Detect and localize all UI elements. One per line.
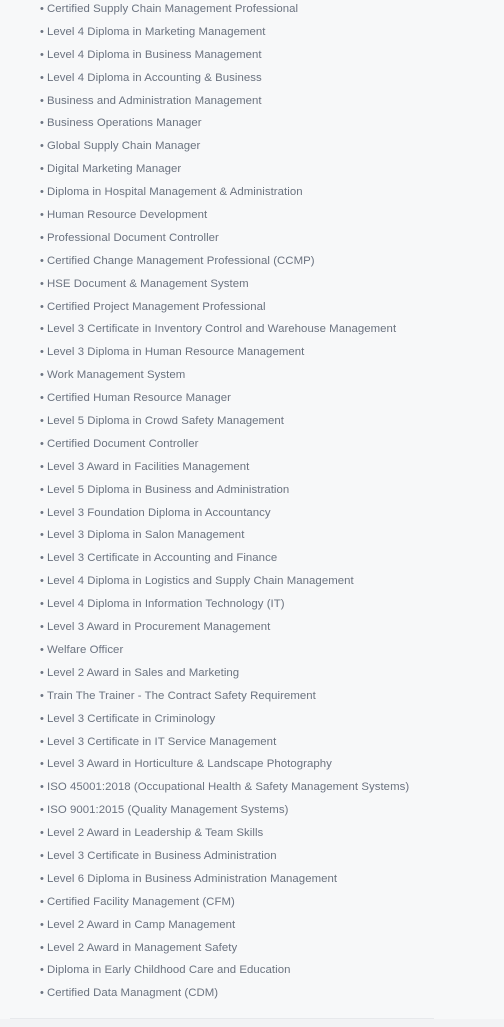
list-item[interactable] xyxy=(40,755,480,778)
course-link[interactable]: Level 3 Certificate in Business Administration xyxy=(47,849,277,862)
list-item[interactable] xyxy=(40,504,480,527)
course-link[interactable]: Level 2 Award in Management Safety xyxy=(47,941,238,954)
bullet: • xyxy=(40,483,44,496)
course-link[interactable]: HSE Document & Management System xyxy=(47,277,249,290)
course-link[interactable]: Diploma in Hospital Management & Administration xyxy=(47,186,303,199)
list-item[interactable] xyxy=(40,46,480,69)
bullet: • xyxy=(40,25,44,38)
course-link[interactable]: Certified Change Management Professional (CCMP) xyxy=(47,254,315,267)
course-link[interactable]: Level 3 Award in Horticulture & Landscape Photography xyxy=(47,758,332,771)
course-link[interactable]: Level 6 Diploma in Business Administration Management xyxy=(47,872,338,885)
bullet: • xyxy=(40,712,44,725)
bullet: • xyxy=(40,758,44,771)
course-link[interactable]: Level 3 Certificate in Inventory Control and Warehouse Management xyxy=(47,323,397,336)
list-item[interactable] xyxy=(40,778,480,801)
list-item[interactable] xyxy=(40,252,480,275)
list-item[interactable] xyxy=(40,320,480,343)
course-link[interactable]: Work Management System xyxy=(47,369,186,382)
bullet: • xyxy=(40,941,44,954)
list-item[interactable] xyxy=(40,412,480,435)
course-link[interactable]: Level 4 Diploma in Marketing Management xyxy=(47,25,266,38)
bullet: • xyxy=(40,71,44,84)
bullet: • xyxy=(40,918,44,931)
list-item[interactable] xyxy=(40,92,480,115)
bullet: • xyxy=(40,369,44,382)
list-item[interactable] xyxy=(40,389,480,412)
course-link[interactable]: Human Resource Development xyxy=(47,209,208,222)
course-link[interactable]: Level 4 Diploma in Business Management xyxy=(47,48,262,61)
bullet: • xyxy=(40,277,44,290)
bullet: • xyxy=(40,209,44,222)
bullet: • xyxy=(40,575,44,588)
bullet: • xyxy=(40,140,44,153)
course-link[interactable]: Level 5 Diploma in Business and Administration xyxy=(47,483,290,496)
bullet: • xyxy=(40,781,44,794)
bullet: • xyxy=(40,346,44,359)
bullet: • xyxy=(40,666,44,679)
course-link[interactable]: Certified Data Managment (CDM) xyxy=(47,987,219,1000)
list-item[interactable] xyxy=(40,183,480,206)
list-item[interactable] xyxy=(40,618,480,641)
bullet: • xyxy=(40,849,44,862)
bullet: • xyxy=(40,437,44,450)
course-link[interactable]: Level 2 Award in Sales and Marketing xyxy=(47,666,240,679)
list-item[interactable] xyxy=(40,160,480,183)
list-item[interactable] xyxy=(40,229,480,252)
course-link[interactable]: Business and Administration Management xyxy=(47,94,262,107)
bullet: • xyxy=(40,3,44,15)
course-link[interactable]: Welfare Officer xyxy=(47,643,124,656)
bullet: • xyxy=(40,231,44,244)
bullet: • xyxy=(40,689,44,702)
course-link[interactable]: Level 3 Certificate in Accounting and Finance xyxy=(47,552,278,565)
list-item[interactable] xyxy=(40,710,480,733)
course-link[interactable]: Digital Marketing Manager xyxy=(47,163,182,176)
course-link[interactable]: Level 3 Foundation Diploma in Accountancy xyxy=(47,506,271,519)
bullet: • xyxy=(40,552,44,565)
course-link[interactable]: Certified Project Management Professional xyxy=(47,300,266,313)
list-item[interactable] xyxy=(40,824,480,847)
bullet: • xyxy=(40,987,44,1000)
list-item[interactable] xyxy=(40,847,480,870)
bullet: • xyxy=(40,529,44,542)
list-item[interactable] xyxy=(40,526,480,549)
list-item[interactable] xyxy=(40,939,480,962)
course-link[interactable]: Professional Document Controller xyxy=(47,231,219,244)
bullet: • xyxy=(40,643,44,656)
bullet: • xyxy=(40,48,44,61)
course-link[interactable]: Certified Facility Management (CFM) xyxy=(47,895,235,908)
bullet: • xyxy=(40,827,44,840)
bullet: • xyxy=(40,117,44,130)
list-item[interactable] xyxy=(40,69,480,92)
list-item[interactable] xyxy=(40,961,480,984)
list-item[interactable] xyxy=(40,366,480,389)
list-item[interactable] xyxy=(40,137,480,160)
list-item[interactable] xyxy=(40,733,480,756)
course-link[interactable]: Level 4 Diploma in Accounting & Business xyxy=(47,71,262,84)
bullet: • xyxy=(40,621,44,634)
bullet: • xyxy=(40,964,44,977)
list-item[interactable] xyxy=(40,641,480,664)
bullet: • xyxy=(40,415,44,428)
bullet: • xyxy=(40,804,44,817)
list-item[interactable] xyxy=(40,0,480,23)
list-item[interactable] xyxy=(40,114,480,137)
course-link[interactable]: ISO 9001:2015 (Quality Management Systems) xyxy=(47,804,289,817)
list-item[interactable] xyxy=(40,664,480,687)
list-item[interactable] xyxy=(40,801,480,824)
course-link[interactable]: Diploma in Early Childhood Care and Education xyxy=(47,964,291,977)
course-link[interactable]: Level 2 Award in Camp Management xyxy=(47,918,236,931)
course-link[interactable]: Certified Human Resource Manager xyxy=(47,392,231,405)
bullet: • xyxy=(40,895,44,908)
course-link[interactable]: Level 3 Certificate in IT Service Management xyxy=(47,735,277,748)
course-link[interactable]: Train The Trainer - The Contract Safety Requirement xyxy=(47,689,316,702)
list-item[interactable] xyxy=(40,687,480,710)
bullet: • xyxy=(40,460,44,473)
list-item[interactable] xyxy=(40,275,480,298)
list-item[interactable] xyxy=(40,481,480,504)
list-item[interactable] xyxy=(40,870,480,893)
bullet: • xyxy=(40,872,44,885)
bullet: • xyxy=(40,186,44,199)
bullet: • xyxy=(40,163,44,176)
list-item[interactable] xyxy=(40,206,480,229)
list-item[interactable] xyxy=(40,458,480,481)
course-link[interactable]: Level 4 Diploma in Information Technology (IT) xyxy=(47,598,285,611)
course-link[interactable]: Business Operations Manager xyxy=(47,117,202,130)
course-link[interactable]: Level 3 Award in Procurement Management xyxy=(47,621,271,634)
bullet: • xyxy=(40,323,44,336)
list-item[interactable] xyxy=(40,23,480,46)
list-item[interactable] xyxy=(40,298,480,321)
course-link[interactable]: Global Supply Chain Manager xyxy=(47,140,201,153)
course-link[interactable]: Level 3 Diploma in Salon Management xyxy=(47,529,245,542)
course-list xyxy=(40,0,480,1007)
list-item[interactable] xyxy=(40,984,480,1007)
list-item[interactable] xyxy=(40,343,480,366)
list-item[interactable] xyxy=(40,435,480,458)
course-link[interactable]: Level 5 Diploma in Crowd Safety Management xyxy=(47,415,284,428)
bullet: • xyxy=(40,300,44,313)
bullet: • xyxy=(40,94,44,107)
list-item[interactable] xyxy=(40,572,480,595)
course-link[interactable]: Level 3 Diploma in Human Resource Management xyxy=(47,346,305,359)
course-link[interactable]: Certified Document Controller xyxy=(47,437,199,450)
course-link[interactable]: Certified Supply Chain Management Professional xyxy=(47,3,299,15)
bullet: • xyxy=(40,735,44,748)
bullet: • xyxy=(40,506,44,519)
course-link[interactable]: ISO 45001:2018 (Occupational Health & Safety Management Systems) xyxy=(47,781,410,794)
course-link[interactable]: Level 3 Award in Facilities Management xyxy=(47,460,250,473)
list-item[interactable] xyxy=(40,595,480,618)
list-item[interactable] xyxy=(40,916,480,939)
bullet: • xyxy=(40,598,44,611)
course-link[interactable]: Level 4 Diploma in Logistics and Supply Chain Management xyxy=(47,575,354,588)
course-link[interactable]: Level 2 Award in Leadership & Team Skills xyxy=(47,827,264,840)
bullet: • xyxy=(40,254,44,267)
list-item[interactable] xyxy=(40,893,480,916)
list-item[interactable] xyxy=(40,549,480,572)
bullet: • xyxy=(40,392,44,405)
footer-edge xyxy=(0,1019,504,1027)
course-link[interactable]: Level 3 Certificate in Criminology xyxy=(47,712,216,725)
